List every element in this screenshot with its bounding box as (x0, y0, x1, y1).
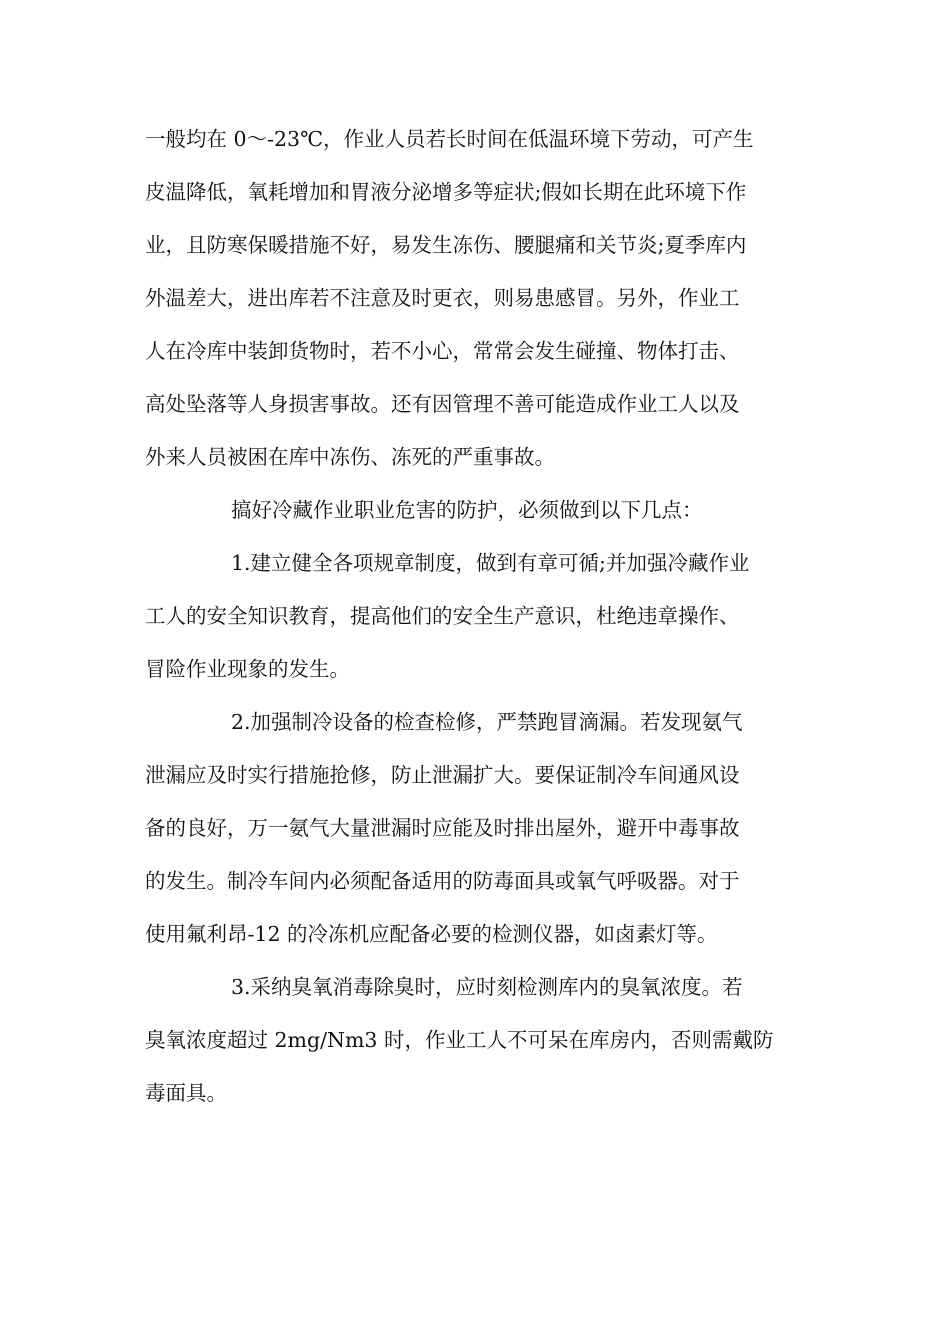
text-line: 人在冷库中装卸货物时，若不小心，常常会发生碰撞、物体打击、 (145, 339, 740, 363)
text-line: 外温差大，进出库若不注意及时更衣，则易患感冒。另外，作业工 (145, 286, 740, 310)
paragraph-protection-intro (145, 484, 805, 537)
paragraph-low-temperature-hazards (145, 113, 805, 484)
text-line: 高处坠落等人身损害事故。还有因管理不善可能造成作业工人以及 (145, 392, 740, 416)
text-line: 1.建立健全各项规章制度，做到有章可循;并加强冷藏作业 (231, 551, 750, 575)
text-line: 使用氟利昂-12 的冷冻机应配备必要的检测仪器，如卤素灯等。 (145, 922, 718, 946)
paragraph-item-2-equipment (145, 696, 805, 961)
text-line: 毒面具。 (145, 1081, 227, 1105)
text-line: 工人的安全知识教育，提高他们的安全生产意识，杜绝违章操作、 (145, 604, 740, 628)
paragraph-item-1-rules (145, 537, 805, 696)
text-line: 2.加强制冷设备的检查检修，严禁跑冒滴漏。若发现氨气 (231, 710, 743, 734)
text-line: 搞好冷藏作业职业危害的防护，必须做到以下几点： (231, 498, 703, 522)
text-line: 皮温降低，氧耗增加和胃液分泌增多等症状;假如长期在此环境下作 (145, 180, 747, 204)
text-line: 冒险作业现象的发生。 (145, 657, 350, 681)
text-line: 泄漏应及时实行措施抢修，防止泄漏扩大。要保证制冷车间通风设 (145, 763, 740, 787)
text-line: 的发生。制冷车间内必须配备适用的防毒面具或氧气呼吸器。对于 (145, 869, 740, 893)
text-line: 业，且防寒保暖措施不好，易发生冻伤、腰腿痛和关节炎;夏季库内 (145, 233, 747, 257)
document-body (145, 113, 805, 1120)
text-line: 臭氧浓度超过 2mg/Nm3 时，作业工人不可呆在库房内，否则需戴防 (145, 1028, 774, 1052)
text-line: 外来人员被困在库中冻伤、冻死的严重事故。 (145, 445, 555, 469)
text-line: 备的良好，万一氨气大量泄漏时应能及时排出屋外，避开中毒事故 (145, 816, 740, 840)
paragraph-item-3-ozone (145, 961, 805, 1120)
text-line: 一般均在 0～-23℃，作业人员若长时间在低温环境下劳动，可产生 (145, 127, 754, 151)
text-line: 3.采纳臭氧消毒除臭时，应时刻检测库内的臭氧浓度。若 (231, 975, 743, 999)
